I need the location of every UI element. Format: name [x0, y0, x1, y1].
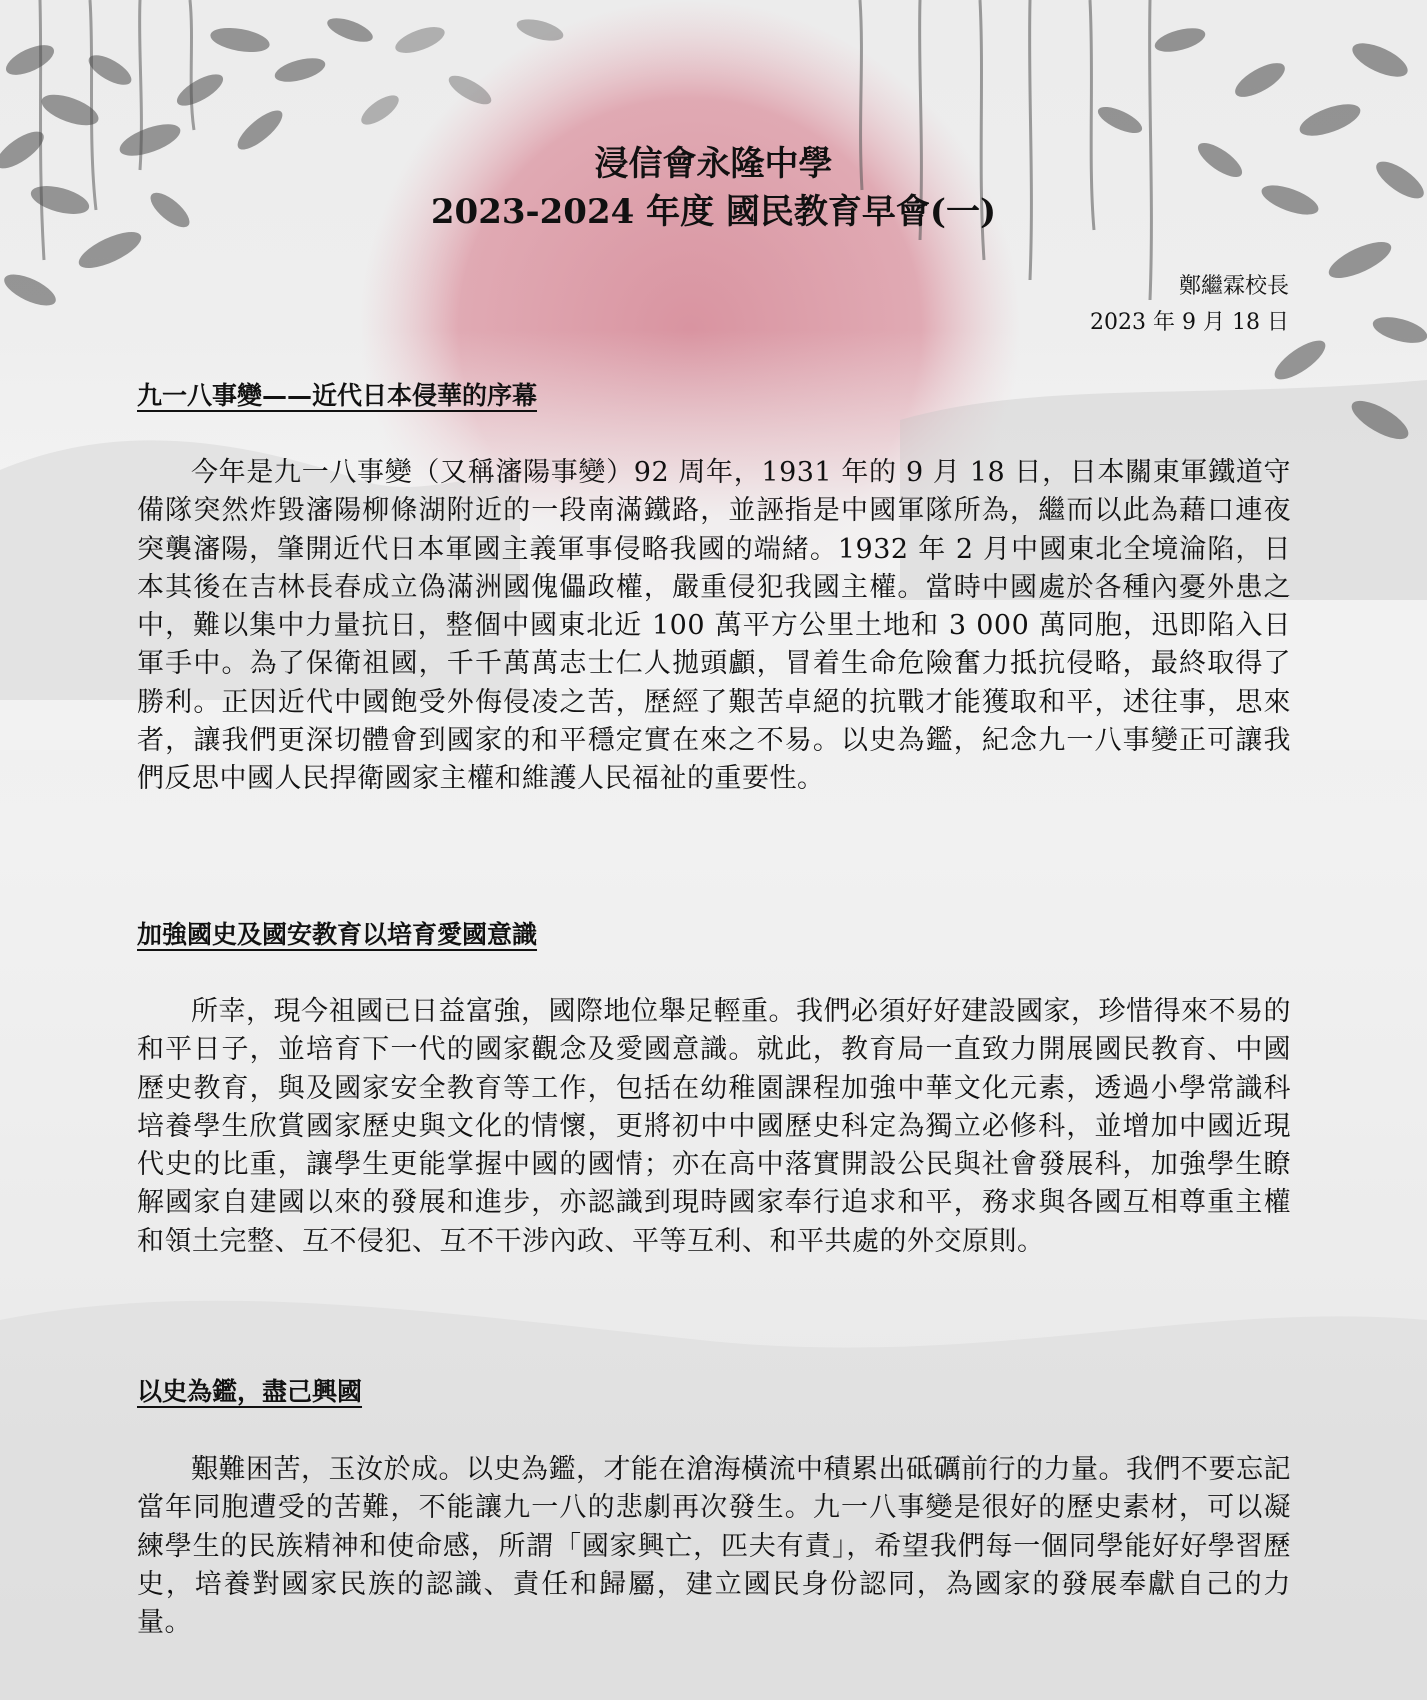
- author-name: 鄭繼霖校長: [1178, 274, 1289, 299]
- section-heading: 加強國史及國安教育以培育愛國意識: [137, 920, 538, 949]
- document-date: 2023 年 9 月 18 日: [1090, 310, 1289, 335]
- section-paragraph: 今年是九一八事變（又稱瀋陽事變）92 周年，1931 年的 9 月 18 日，日本關東軍鐵道守備隊突然炸毀瀋陽柳條湖附近的一段南滿鐵路，並誣指是中國軍隊所為，繼而以此為藉口連夜突襲瀋陽，肇開近代日本軍國主義軍事侵略我國的端緒。1932 年 2 月中國東北全境淪陷，日本其後在吉林長春成立偽滿洲國傀儡政權，嚴重侵犯我國主權。當時中國處於各種內憂外患之中，難以集中力量抗日，整個中國東北近 100 萬平方公里土地和 3 000 萬同胞，迅即陷入日軍手中。為了保衛祖國，千千萬萬志士仁人拋頭顱，冒着生命危險奮力抵抗侵略，最終取得了勝利。正因近代中國飽受外侮侵凌之苦，歷經了艱苦卓絕的抗戰才能獲取和平，述往事，思來者，讓我們更深切體會到國家的和平穩定實在來之不易。以史為鑑，紀念九一八事變正可讓我們反思中國人民捍衛國家主權和維護人民福祉的重要性。: [137, 457, 1291, 795]
- section-heading: 以史為鑑，盡己興國: [137, 1377, 363, 1406]
- section-paragraph: 艱難困苦，玉汝於成。以史為鑑，才能在滄海橫流中積累出砥礪前行的力量。我們不要忘記當年同胞遭受的苦難，不能讓九一八的悲劇再次發生。九一八事變是很好的歷史素材，可以凝練學生的民族精神和使命感，所謂「國家興亡，匹夫有責」，希望我們每一個同學能好好學習歷史，培養對國家民族的認識、責任和歸屬，建立國民身份認同，為國家的發展奉獻自己的力量。: [137, 1454, 1291, 1639]
- school-name: 浸信會永隆中學: [594, 144, 833, 184]
- event-title: 2023-2024 年度 國民教育早會(一): [430, 192, 997, 232]
- section-heading: 九一八事變——近代日本侵華的序幕: [137, 381, 538, 410]
- section-paragraph: 所幸，現今祖國已日益富強，國際地位舉足輕重。我們必須好好建設國家，珍惜得來不易的和平日子，並培育下一代的國家觀念及愛國意識。就此，教育局一直致力開展國民教育、中國歷史教育，與及國家安全教育等工作，包括在幼稚園課程加強中華文化元素，透過小學常識科培養學生欣賞國家歷史與文化的情懷，更將初中中國歷史科定為獨立必修科，並增加中國近現代史的比重，讓學生更能掌握中國的國情；亦在高中落實開設公民與社會發展科，加強學生瞭解國家自建國以來的發展和進步，亦認識到現時國家奉行追求和平，務求與各國互相尊重主權和領土完整、互不侵犯、互不干涉內政、平等互利、和平共處的外交原則。: [137, 996, 1291, 1257]
